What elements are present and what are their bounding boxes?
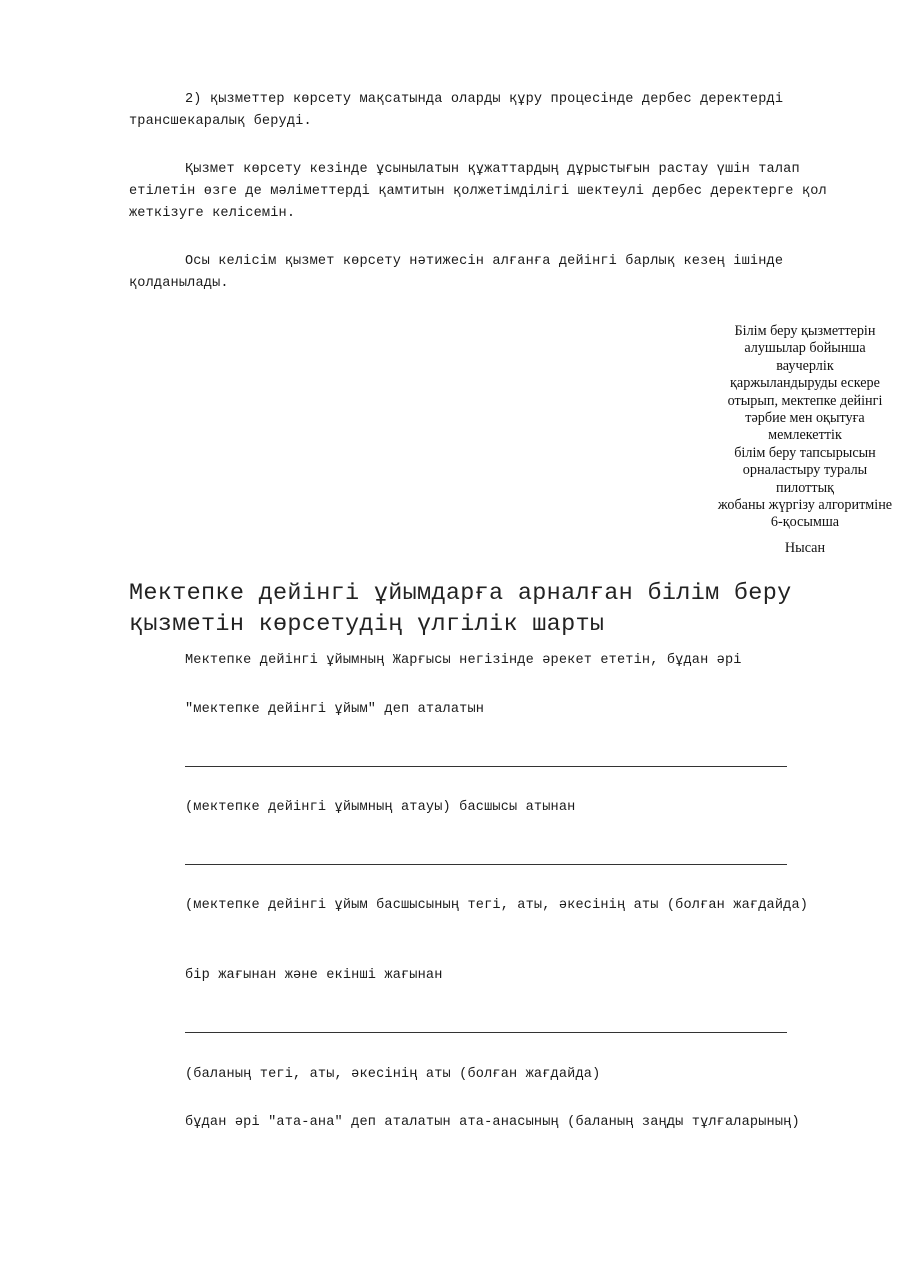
appendix-line: орналастыру туралы <box>742 462 868 479</box>
paragraph-consent-access: Қызмет көрсету кезінде ұсынылатын құжаттардың дұрыстығын растау үшін талап етілетін өзге де мәліметтерді қамтитын қолжетімділігі шектеулі дербес деректерге қол жеткізуге келісемін. <box>129 162 836 221</box>
form-label: Нысан <box>784 540 826 556</box>
appendix-line: қаржыландыруды ескере <box>730 375 880 392</box>
paragraph-cross-border-transfer: 2) қызметтер көрсету мақсатында оларды құру процесінде дербес деректерді трансшекаралық беруді. <box>129 92 792 129</box>
child-name-blank-line <box>185 1032 787 1033</box>
head-name-caption: (мектепке дейінгі ұйым басшысының тегі, аты, әкесінің аты (болған жағдайда) <box>185 898 809 913</box>
contract-intro-line: Мектепке дейінгі ұйымның Жарғысы негізінде әрекет ететін, бұдан әрі <box>185 653 742 668</box>
parent-line: бұдан әрі "ата-ана" деп аталатын ата-анасының (баланың заңды тұлғаларының) <box>185 1115 800 1130</box>
appendix-line: мемлекеттік <box>768 427 842 444</box>
appendix-line: тәрбие мен оқытуға <box>745 410 865 427</box>
appendix-line: алушылар бойынша <box>744 340 866 357</box>
appendix-line: 6-қосымша <box>770 514 840 531</box>
org-name-caption: (мектепке дейінгі ұйымның атауы) басшысы атынан <box>185 800 576 815</box>
head-name-blank-line <box>185 864 787 865</box>
paragraph-consent-validity: Осы келісім қызмет көрсету нәтижесін алғанға дейінгі барлық кезең ішінде қолданылады. <box>129 254 792 291</box>
appendix-line: отырып, мектепке дейінгі <box>727 392 883 409</box>
appendix-line: жобаны жүргізу алгоритміне <box>717 497 893 514</box>
contract-org-line: "мектепке дейінгі ұйым" деп аталатын <box>185 702 485 717</box>
child-name-caption: (баланың тегі, аты, әкесінің аты (болған жағдайда) <box>185 1067 601 1082</box>
appendix-line: білім беру тапсырысын <box>734 444 876 461</box>
org-name-blank-line <box>185 766 787 767</box>
appendix-reference <box>706 323 904 532</box>
appendix-line: пилоттық <box>776 479 834 496</box>
document-title: Мектепке дейінгі ұйымдарға арналған білім беру қызметін көрсетудің үлгілік шарты <box>129 580 792 638</box>
party-line: бір жағынан және екінші жағынан <box>185 968 443 983</box>
appendix-line: Білім беру қызметтерін <box>734 323 876 339</box>
appendix-line: ваучерлік <box>776 357 834 374</box>
